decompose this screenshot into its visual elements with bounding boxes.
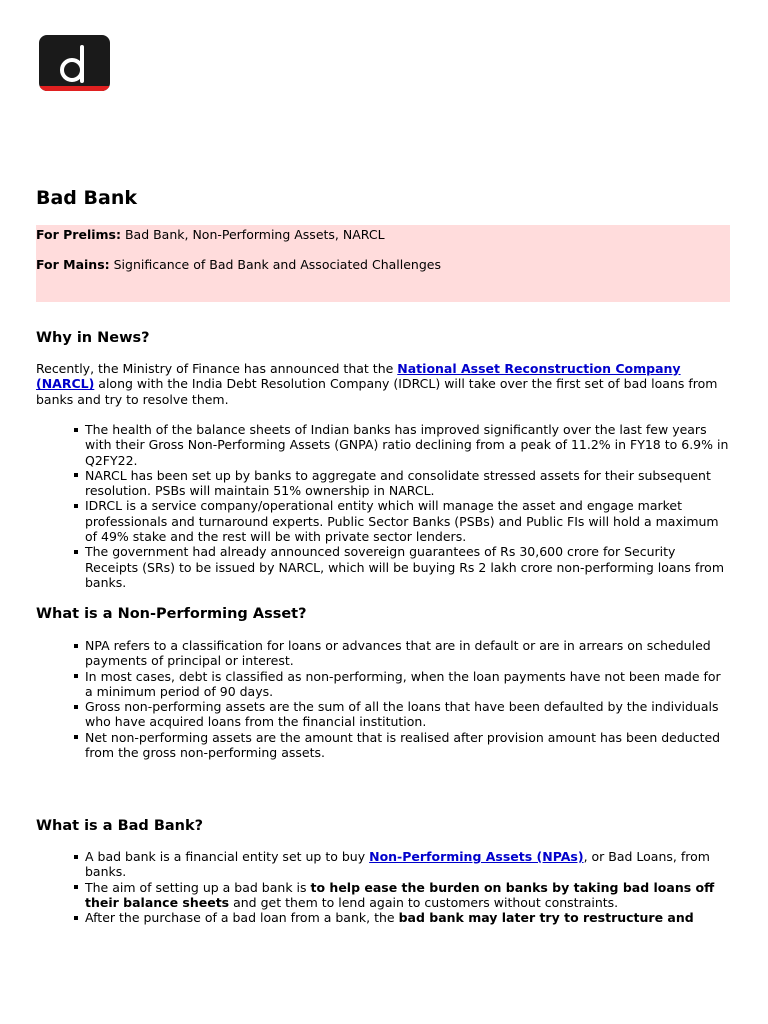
mains-line — [36, 257, 441, 273]
heading-npa: What is a Non-Performing Asset? — [36, 606, 307, 622]
bad-bank-b2-before: The aim of setting up a bad bank is — [85, 879, 311, 895]
bad-bank-b3-bold: bad bank may later try to restructure and — [398, 910, 694, 926]
bad-bank-b1-before: A bad bank is a financial entity set up to buy — [85, 849, 370, 864]
list-item: The government had already announced sovereign guarantees of Rs 30,600 crore for Security Receipts (SRs) to be issued by NARCL, which will be buying Rs 2 lakh crore non-performing loans from banks. — [36, 544, 730, 590]
narcl-link[interactable]: National Asset Reconstruction Company (NARCL) — [36, 361, 681, 392]
list-item: Gross non-performing assets are the sum of all the loans that have been defaulted by the individuals who have acquired loans from the financial institution. — [36, 699, 730, 730]
news-intro-after: along with the India Debt Resolution Company (IDRCL) will take over the first set of bad loans from banks and try to resolve them. — [36, 376, 718, 407]
bad-bank-b2-after: and get them to lend again to customers without constraints. — [229, 894, 619, 910]
mains-text: Significance of Bad Bank and Associated Challenges — [109, 257, 441, 272]
list-item: In most cases, debt is classified as non-performing, when the loan payments have not been made for a minimum period of 90 days. — [36, 669, 730, 700]
prelims-text: Bad Bank, Non-Performing Assets, NARCL — [120, 227, 385, 242]
list-item — [36, 910, 730, 925]
bad-bank-b3-before: After the purchase of a bad loan from a bank, the — [85, 910, 399, 926]
logo-accent-bar — [39, 86, 110, 91]
news-intro-paragraph — [36, 361, 726, 407]
news-bullet-list — [36, 422, 730, 590]
npa-bullet-list — [36, 638, 730, 760]
site-logo[interactable] — [39, 35, 110, 91]
list-item: NPA refers to a classification for loans or advances that are in default or are in arrears on scheduled payments of principal or interest. — [36, 638, 730, 669]
page-title: Bad Bank — [36, 187, 137, 209]
heading-why-in-news: Why in News? — [36, 330, 150, 346]
list-item: NARCL has been set up by banks to aggregate and consolidate stressed assets for their subsequent resolution. PSBs will maintain 51% ownership in NARCL. — [36, 468, 730, 499]
d-logo-icon — [39, 35, 110, 91]
npa-link[interactable]: Non-Performing Assets (NPAs) — [369, 849, 584, 864]
focus-box — [36, 225, 730, 302]
list-item: The health of the balance sheets of Indian banks has improved significantly over the last few years with their Gross Non-Performing Assets (GNPA) ratio declining from a peak of 11.2% in FY18 to 6.9% in Q2FY22. — [36, 422, 730, 468]
list-item: Net non-performing assets are the amount that is realised after provision amount has been deducted from the gross non-performing assets. — [36, 730, 730, 761]
heading-bad-bank: What is a Bad Bank? — [36, 818, 204, 834]
bad-bank-b2-bold: to help ease the burden on banks by taking bad loans off their balance sheets — [85, 879, 715, 910]
prelims-label: For Prelims: — [36, 227, 121, 242]
bad-bank-bullet-list — [36, 849, 730, 925]
list-item: IDRCL is a service company/operational entity which will manage the asset and engage market professionals and turnaround experts. Public Sector Banks (PSBs) and Public FIs will hold a maximum of 49% stake and the rest will be with private sector lenders. — [36, 498, 730, 544]
list-item — [36, 880, 730, 911]
prelims-line — [36, 227, 385, 243]
news-intro-before: Recently, the Ministry of Finance has announced that the — [36, 361, 398, 376]
list-item — [36, 849, 730, 880]
bad-bank-b1-after: , or Bad Loans, from banks. — [85, 849, 710, 880]
mains-label: For Mains: — [36, 257, 110, 272]
